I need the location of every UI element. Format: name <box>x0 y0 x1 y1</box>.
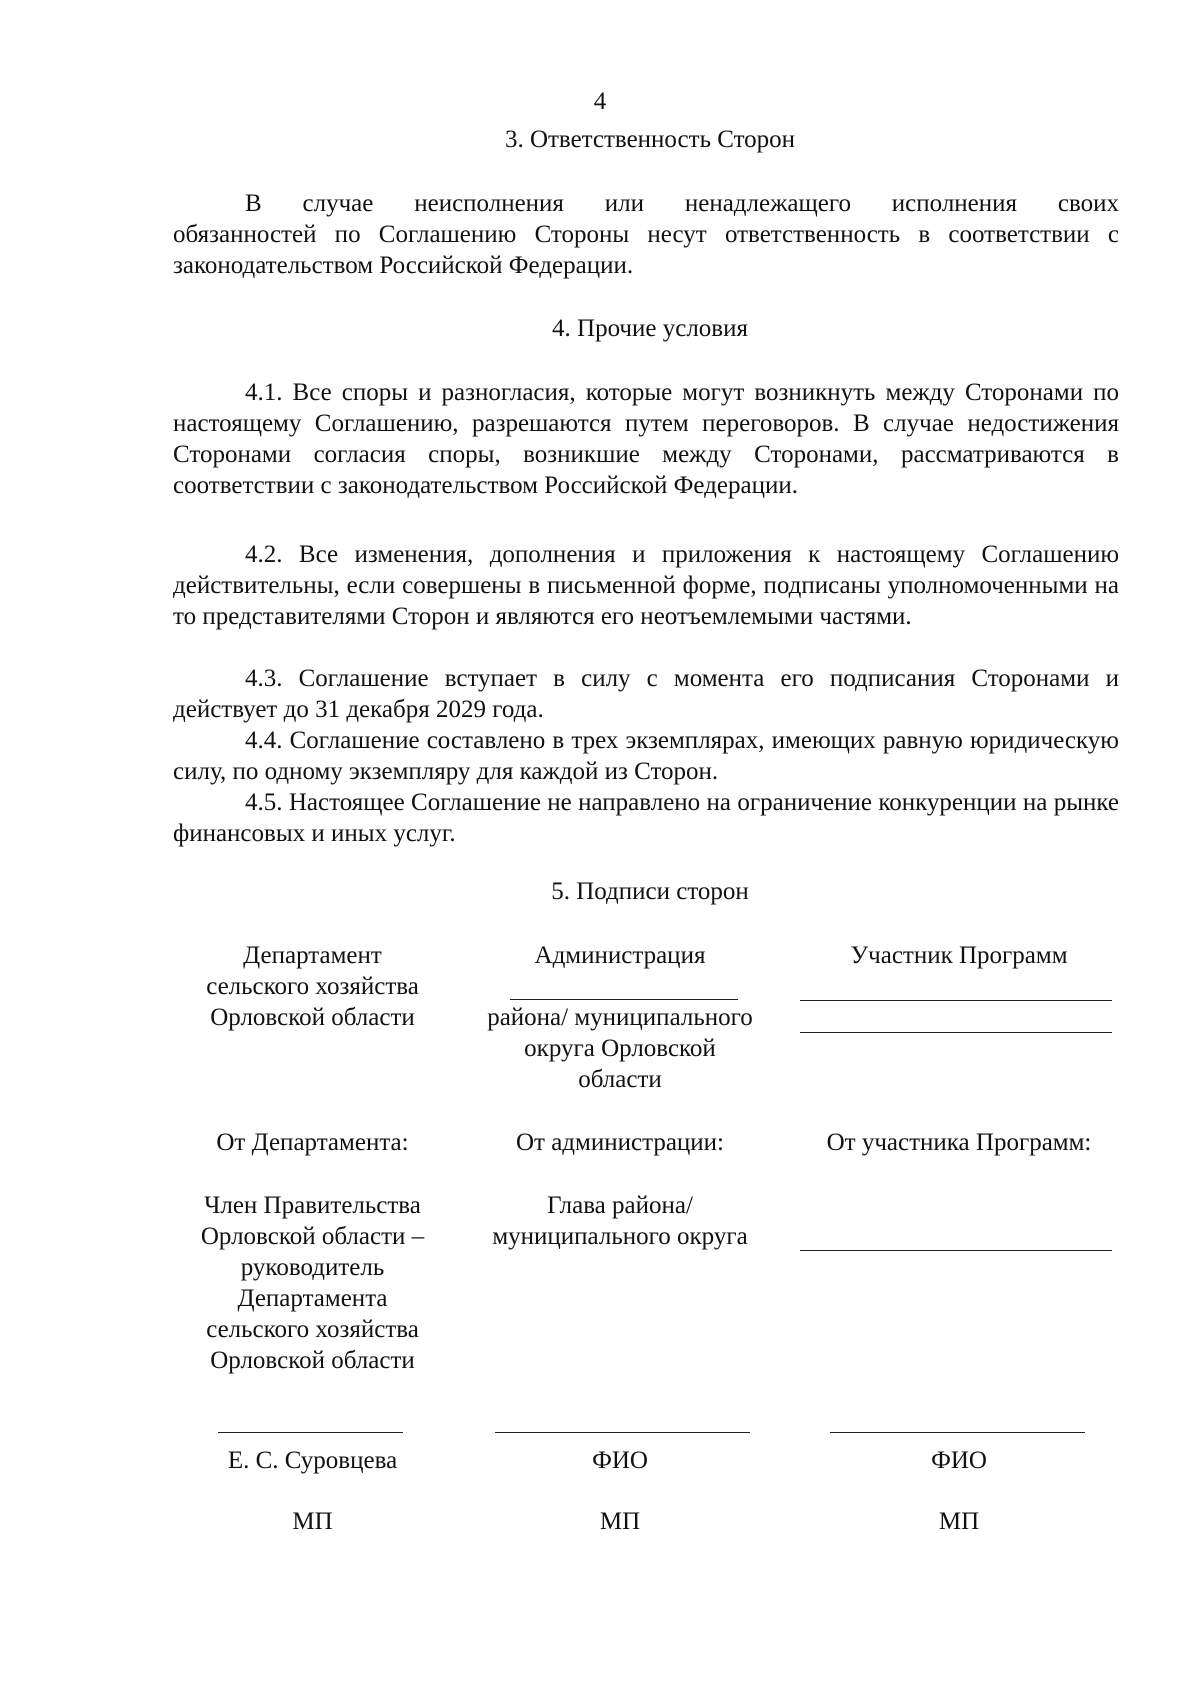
party-department <box>175 940 450 1033</box>
participant-stamp-label: МП <box>938 1508 980 1535</box>
party-participant: Участник Программ <box>850 942 1068 969</box>
position-line1: Член Правительства <box>204 1192 421 1219</box>
party-administration-line2: района/ муниципального <box>487 1004 753 1031</box>
administration-signer-name: ФИО <box>592 1447 648 1474</box>
from-department: От Департамента: <box>216 1129 409 1156</box>
from-participant: От участника Программ: <box>826 1129 1092 1156</box>
section-5-title: 5. Подписи сторон <box>551 878 749 905</box>
section-3-first-line: В случае неисполнения или ненадлежащего исполнения своих <box>245 190 1119 217</box>
participant-signer-name: ФИО <box>931 1447 987 1474</box>
position-line6: Орловской области <box>210 1347 415 1374</box>
department-signature-line <box>218 1432 403 1433</box>
position-line2: Орловской области – <box>200 1223 425 1250</box>
party-administration-line4: области <box>578 1066 662 1093</box>
participant-signature-line <box>830 1432 1085 1433</box>
admin-position-line2: муниципального округа <box>492 1223 748 1250</box>
administration-signature-line <box>495 1432 750 1433</box>
administration-stamp-label: МП <box>599 1508 641 1535</box>
section-3-title: 3. Ответственность Сторон <box>504 126 796 153</box>
position-line3: руководитель <box>240 1254 385 1281</box>
party-administration <box>470 940 770 1095</box>
clause-4-2: 4.2. Все изменения, дополнения и приложения к настоящему Соглашению действительны, если совершены в письменной форме, подписаны уполномоченными на то представителями Сторон и являются его неотъемлемыми частями. <box>173 541 1119 630</box>
position-line5: сельского хозяйства <box>206 1316 419 1343</box>
party-department-line3: Орловской области <box>210 1004 415 1031</box>
party-administration-line1: Администрация <box>534 942 706 969</box>
from-administration: От администрации: <box>515 1129 724 1156</box>
admin-position-line1: Глава района/ <box>547 1192 693 1219</box>
position-line4: Департамента <box>237 1285 388 1312</box>
participant-name-line-2 <box>800 1032 1112 1033</box>
department-stamp-label: МП <box>292 1508 333 1535</box>
participant-position-line <box>800 1250 1112 1251</box>
clause-4-1: 4.1. Все споры и разногласия, которые могут возникнуть между Сторонами по настоящему Соглашению, разрешаются путем переговоров. В случае недостижения Сторонами согласия споры, возникшие между Сторонами, рассматриваются в соответствии с законодательством Российской Федерации. <box>173 379 1119 499</box>
clause-4-3: 4.3. Соглашение вступает в силу с момента его подписания Сторонами и действует до 31 декабря 2029 года. <box>173 665 1119 723</box>
administration-name-line <box>510 999 738 1000</box>
party-administration-line3: округа Орловской <box>524 1035 716 1062</box>
section-4-title: 4. Прочие условия <box>552 315 748 342</box>
department-signer-position <box>175 1190 450 1376</box>
section-3-rest: обязанностей по Соглашению Стороны несут ответственность в соответствии с законодательством Российской Федерации. <box>173 221 1119 279</box>
clause-4-4: 4.4. Соглашение составлено в трех экземплярах, имеющих равную юридическую силу, по одному экземпляру для каждой из Сторон. <box>173 727 1119 785</box>
participant-name-line-1 <box>800 1000 1112 1001</box>
department-signer-name: Е. С. Суровцева <box>227 1447 398 1474</box>
party-department-line1: Департамент <box>243 942 382 969</box>
section-3-paragraph <box>173 188 1119 281</box>
page-number: 4 <box>593 88 607 115</box>
administration-blank-row <box>470 971 770 1002</box>
party-department-line2: сельского хозяйства <box>206 973 419 1000</box>
clause-4-5: 4.5. Настоящее Соглашение не направлено на ограничение конкуренции на рынке финансовых и иных услуг. <box>173 789 1119 847</box>
administration-signer-position <box>470 1190 770 1252</box>
